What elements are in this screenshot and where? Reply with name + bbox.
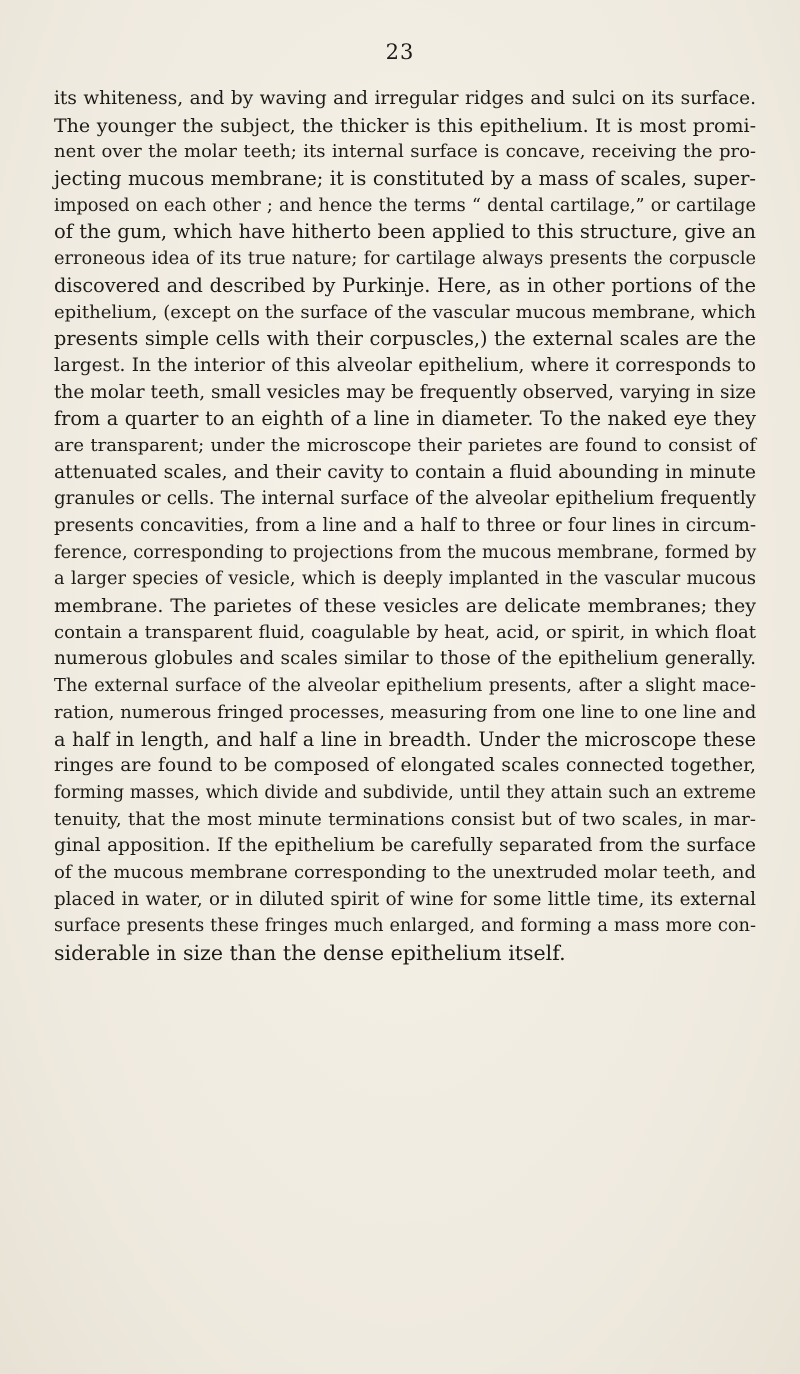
- text-line: ference, corresponding to projections from the mucous membrane, formed by: [54, 542, 757, 563]
- page-number: 23: [385, 40, 415, 64]
- text-line: discovered and described by Purkinje. Here, as in other portions of the: [54, 273, 756, 297]
- text-line: tenuity, that the most minute terminations consist but of two scales, in mar-: [54, 808, 756, 830]
- text-line: attenuated scales, and their cavity to contain a fluid abounding in minute: [54, 461, 756, 483]
- body-paragraph: [54, 86, 756, 967]
- text-line: presents simple cells with their corpuscles,) the external scales are the: [54, 327, 756, 351]
- text-line: siderable in size than the dense epithelium itself.: [54, 941, 566, 965]
- text-line: jecting mucous membrane; it is constituted by a mass of scales, super-: [54, 167, 756, 191]
- text-line: of the gum, which have hitherto been applied to this structure, give an: [54, 220, 756, 244]
- text-line: ration, numerous fringed processes, measuring from one line to one line and: [54, 701, 757, 723]
- text-line: presents concavities, from a line and a half to three or four lines in circum-: [54, 515, 756, 536]
- text-line: forming masses, which divide and subdivide, until they attain such an extreme: [54, 782, 756, 803]
- text-line: nent over the molar teeth; its internal surface is concave, receiving the pro-: [54, 141, 756, 163]
- text-line: largest. In the interior of this alveolar epithelium, where it corresponds to: [54, 354, 756, 376]
- text-line: surface presents these fringes much enlarged, and forming a mass more con-: [54, 916, 756, 937]
- text-line: erroneous idea of its true nature; for cartilage always presents the corpuscle: [54, 249, 756, 270]
- text-line: a larger species of vesicle, which is deeply implanted in the vascular mucous: [54, 569, 756, 590]
- text-line: from a quarter to an eighth of a line in diameter. To the naked eye they: [54, 407, 756, 431]
- text-line: the molar teeth, small vesicles may be frequently observed, varying in size: [54, 381, 757, 403]
- text-line: are transparent; under the microscope their parietes are found to consist of: [54, 434, 756, 456]
- text-line: The external surface of the alveolar epithelium presents, after a slight mace-: [54, 676, 756, 697]
- text-line: membrane. The parietes of these vesicles are delicate membranes; they: [54, 595, 756, 618]
- text-line: numerous globules and scales similar to those of the epithelium generally.: [54, 648, 756, 670]
- text-line: placed in water, or in diluted spirit of wine for some little time, its external: [54, 888, 756, 910]
- text-line: ringes are found to be composed of elongated scales connected together,: [54, 755, 756, 777]
- text-line: granules or cells. The internal surface of the alveolar epithelium frequently: [54, 488, 756, 510]
- text-line: contain a transparent fluid, coagulable by heat, acid, or spirit, in which float: [54, 621, 756, 643]
- text-line: imposed on each other ; and hence the terms “ dental cartilage,” or cartilage: [54, 195, 756, 216]
- text-line: a half in length, and half a line in breadth. Under the microscope these: [54, 727, 756, 751]
- text-line: epithelium, (except on the surface of the vascular mucous membrane, which: [54, 301, 756, 323]
- text-line: The younger the subject, the thicker is this epithelium. It is most promi-: [54, 114, 756, 137]
- text-line: of the mucous membrane corresponding to the unextruded molar teeth, and: [54, 861, 756, 883]
- text-line: its whiteness, and by waving and irregular ridges and sulci on its surface.: [54, 88, 756, 109]
- text-line: ginal apposition. If the epithelium be carefully separated from the surface: [54, 835, 756, 857]
